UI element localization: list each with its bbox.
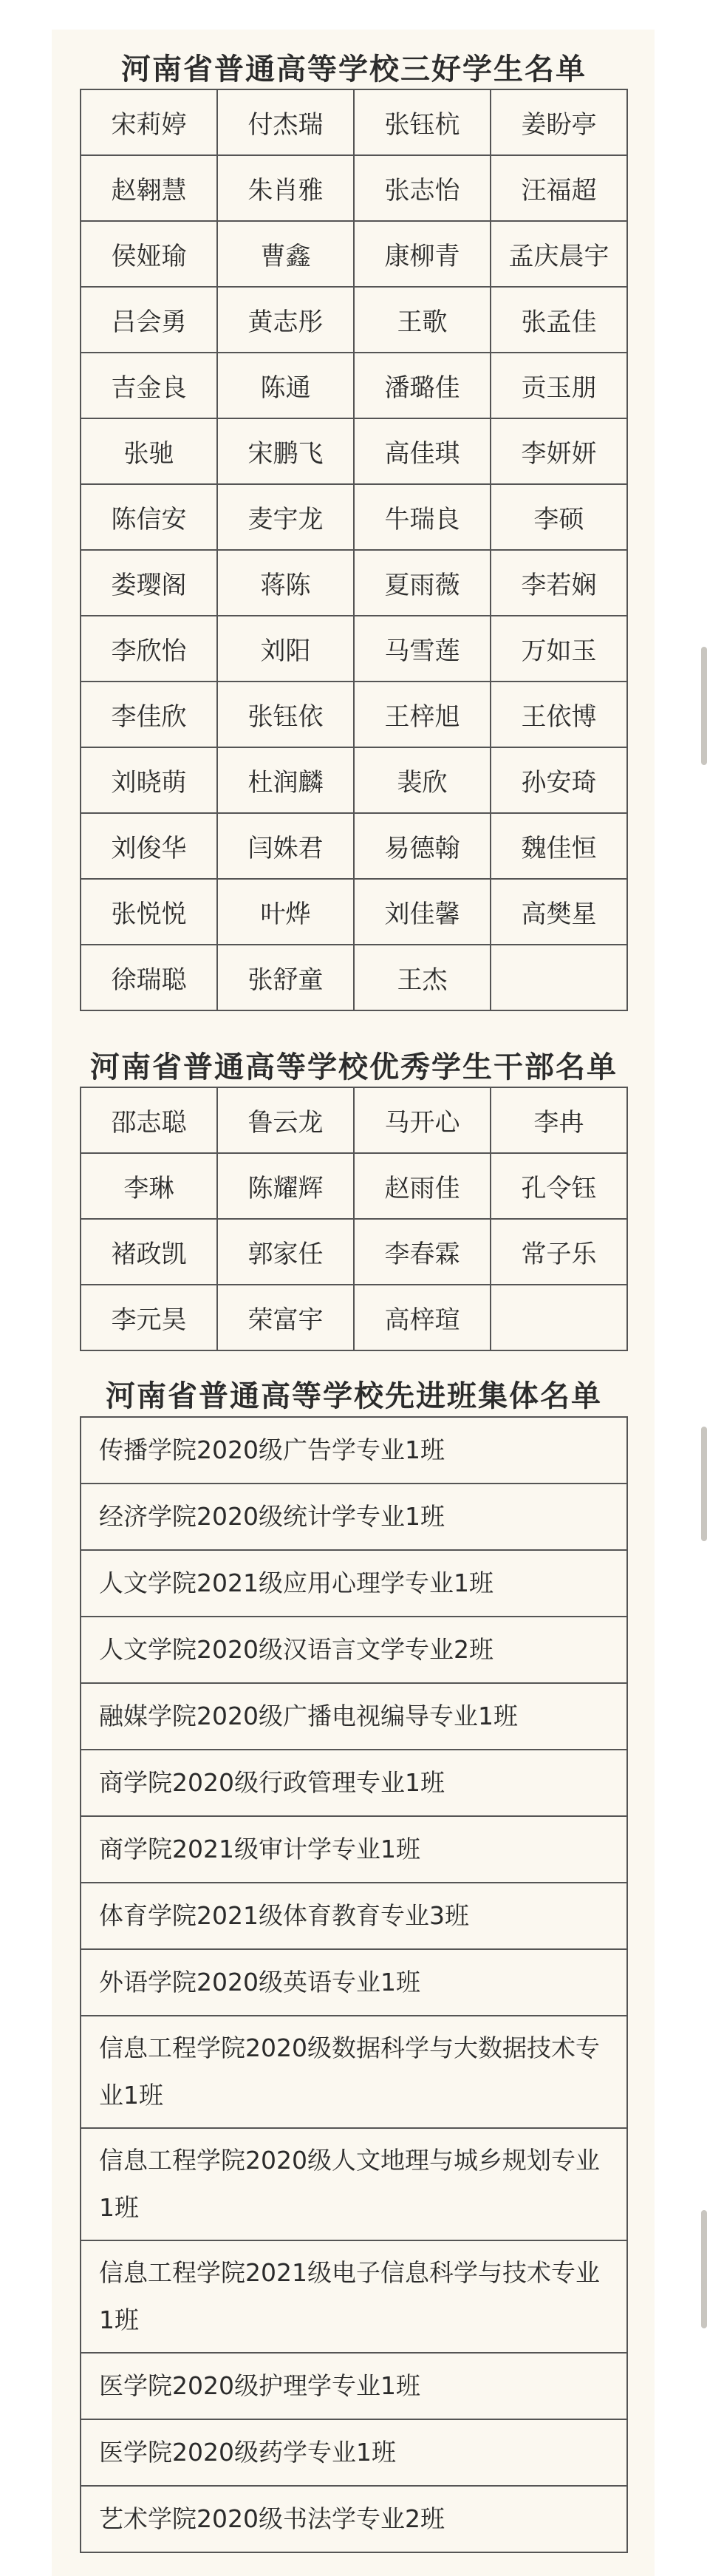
class-list-item: 人文学院2020级汉语言文学专业2班 xyxy=(81,1617,626,1684)
scroll-marker xyxy=(701,2210,707,2328)
name-cell: 蒋陈 xyxy=(218,551,355,616)
name-cell: 叶烨 xyxy=(218,880,355,945)
name-cell: 高佳琪 xyxy=(355,419,491,485)
class-list-item: 外语学院2020级英语专业1班 xyxy=(81,1950,626,2016)
name-cell: 荣富宇 xyxy=(218,1285,355,1351)
class-list-item: 商学院2021级审计学专业1班 xyxy=(81,1817,626,1883)
name-cell xyxy=(491,1285,628,1351)
name-cell: 鲁云龙 xyxy=(218,1088,355,1154)
name-cell: 娄璎阁 xyxy=(81,551,218,616)
name-cell: 牛瑞良 xyxy=(355,485,491,551)
ganbu-title: 河南省普通高等学校优秀学生干部名单 xyxy=(90,1050,618,1084)
class-list-item: 信息工程学院2021级电子信息科学与技术专业1班 xyxy=(81,2241,626,2354)
name-cell: 吕会勇 xyxy=(81,288,218,353)
banji-title: 河南省普通高等学校先进班集体名单 xyxy=(106,1379,602,1413)
name-cell: 张钰杭 xyxy=(355,90,491,156)
name-cell: 褚政凯 xyxy=(81,1220,218,1285)
name-cell: 邵志聪 xyxy=(81,1088,218,1154)
name-cell: 魏佳恒 xyxy=(491,814,628,880)
name-cell: 姜盼亭 xyxy=(491,90,628,156)
class-list-item: 医学院2020级护理学专业1班 xyxy=(81,2354,626,2420)
name-cell: 李冉 xyxy=(491,1088,628,1154)
name-cell: 王梓旭 xyxy=(355,682,491,748)
name-cell: 闫姝君 xyxy=(218,814,355,880)
name-cell: 万如玉 xyxy=(491,616,628,682)
name-cell: 裴欣 xyxy=(355,748,491,814)
name-cell: 侯娅瑜 xyxy=(81,222,218,288)
name-cell: 吉金良 xyxy=(81,353,218,419)
class-list-item: 信息工程学院2020级人文地理与城乡规划专业1班 xyxy=(81,2129,626,2241)
name-cell: 赵雨佳 xyxy=(355,1154,491,1220)
name-cell: 马开心 xyxy=(355,1088,491,1154)
name-cell: 高樊星 xyxy=(491,880,628,945)
name-cell: 黄志彤 xyxy=(218,288,355,353)
name-cell: 朱肖雅 xyxy=(218,156,355,222)
name-cell: 李妍妍 xyxy=(491,419,628,485)
name-cell: 陈耀辉 xyxy=(218,1154,355,1220)
name-cell: 常子乐 xyxy=(491,1220,628,1285)
name-cell: 马雪莲 xyxy=(355,616,491,682)
name-cell: 郭家任 xyxy=(218,1220,355,1285)
name-cell: 李硕 xyxy=(491,485,628,551)
name-cell: 王杰 xyxy=(355,945,491,1011)
name-cell: 李欣怡 xyxy=(81,616,218,682)
class-list-item: 传播学院2020级广告学专业1班 xyxy=(81,1418,626,1484)
name-cell: 李若娴 xyxy=(491,551,628,616)
class-list-item: 医学院2020级药学专业1班 xyxy=(81,2420,626,2487)
name-cell: 刘阳 xyxy=(218,616,355,682)
name-cell: 赵翱慧 xyxy=(81,156,218,222)
name-cell: 汪福超 xyxy=(491,156,628,222)
sanhao-title: 河南省普通高等学校三好学生名单 xyxy=(121,52,587,86)
name-cell: 宋鹏飞 xyxy=(218,419,355,485)
name-cell: 康柳青 xyxy=(355,222,491,288)
class-list-item: 体育学院2021级体育教育专业3班 xyxy=(81,1883,626,1950)
name-cell: 曹鑫 xyxy=(218,222,355,288)
name-cell xyxy=(491,945,628,1011)
name-cell: 刘俊华 xyxy=(81,814,218,880)
class-list-item: 经济学院2020级统计学专业1班 xyxy=(81,1484,626,1551)
scroll-marker xyxy=(701,1427,707,1541)
class-list-item: 商学院2020级行政管理专业1班 xyxy=(81,1750,626,1817)
banji-class-list xyxy=(80,1416,628,2553)
name-cell: 孟庆晨宇 xyxy=(491,222,628,288)
class-list-item: 融媒学院2020级广播电视编导专业1班 xyxy=(81,1684,626,1750)
class-list-item: 艺术学院2020级书法学专业2班 xyxy=(81,2487,626,2553)
name-cell: 李元昊 xyxy=(81,1285,218,1351)
name-cell: 刘晓萌 xyxy=(81,748,218,814)
class-list-item: 信息工程学院2020级数据科学与大数据技术专业1班 xyxy=(81,2016,626,2129)
name-cell: 潘璐佳 xyxy=(355,353,491,419)
name-cell: 张孟佳 xyxy=(491,288,628,353)
ganbu-name-table xyxy=(80,1087,628,1351)
name-cell: 夏雨薇 xyxy=(355,551,491,616)
name-cell: 王歌 xyxy=(355,288,491,353)
name-cell: 李春霖 xyxy=(355,1220,491,1285)
name-cell: 徐瑞聪 xyxy=(81,945,218,1011)
name-cell: 李琳 xyxy=(81,1154,218,1220)
scroll-marker xyxy=(701,647,707,765)
name-cell: 宋莉婷 xyxy=(81,90,218,156)
name-cell: 陈通 xyxy=(218,353,355,419)
name-cell: 孙安琦 xyxy=(491,748,628,814)
name-cell: 张钰依 xyxy=(218,682,355,748)
name-cell: 孔令钰 xyxy=(491,1154,628,1220)
name-cell: 张舒童 xyxy=(218,945,355,1011)
name-cell: 麦宇龙 xyxy=(218,485,355,551)
sanhao-name-table xyxy=(80,89,628,1011)
name-cell: 高梓瑄 xyxy=(355,1285,491,1351)
name-cell: 李佳欣 xyxy=(81,682,218,748)
name-cell: 张悦悦 xyxy=(81,880,218,945)
name-cell: 杜润麟 xyxy=(218,748,355,814)
name-cell: 张驰 xyxy=(81,419,218,485)
name-cell: 王依博 xyxy=(491,682,628,748)
name-cell: 张志怡 xyxy=(355,156,491,222)
class-list-item: 人文学院2021级应用心理学专业1班 xyxy=(81,1551,626,1617)
name-cell: 贡玉朋 xyxy=(491,353,628,419)
name-cell: 付杰瑞 xyxy=(218,90,355,156)
name-cell: 陈信安 xyxy=(81,485,218,551)
name-cell: 刘佳馨 xyxy=(355,880,491,945)
name-cell: 易德翰 xyxy=(355,814,491,880)
